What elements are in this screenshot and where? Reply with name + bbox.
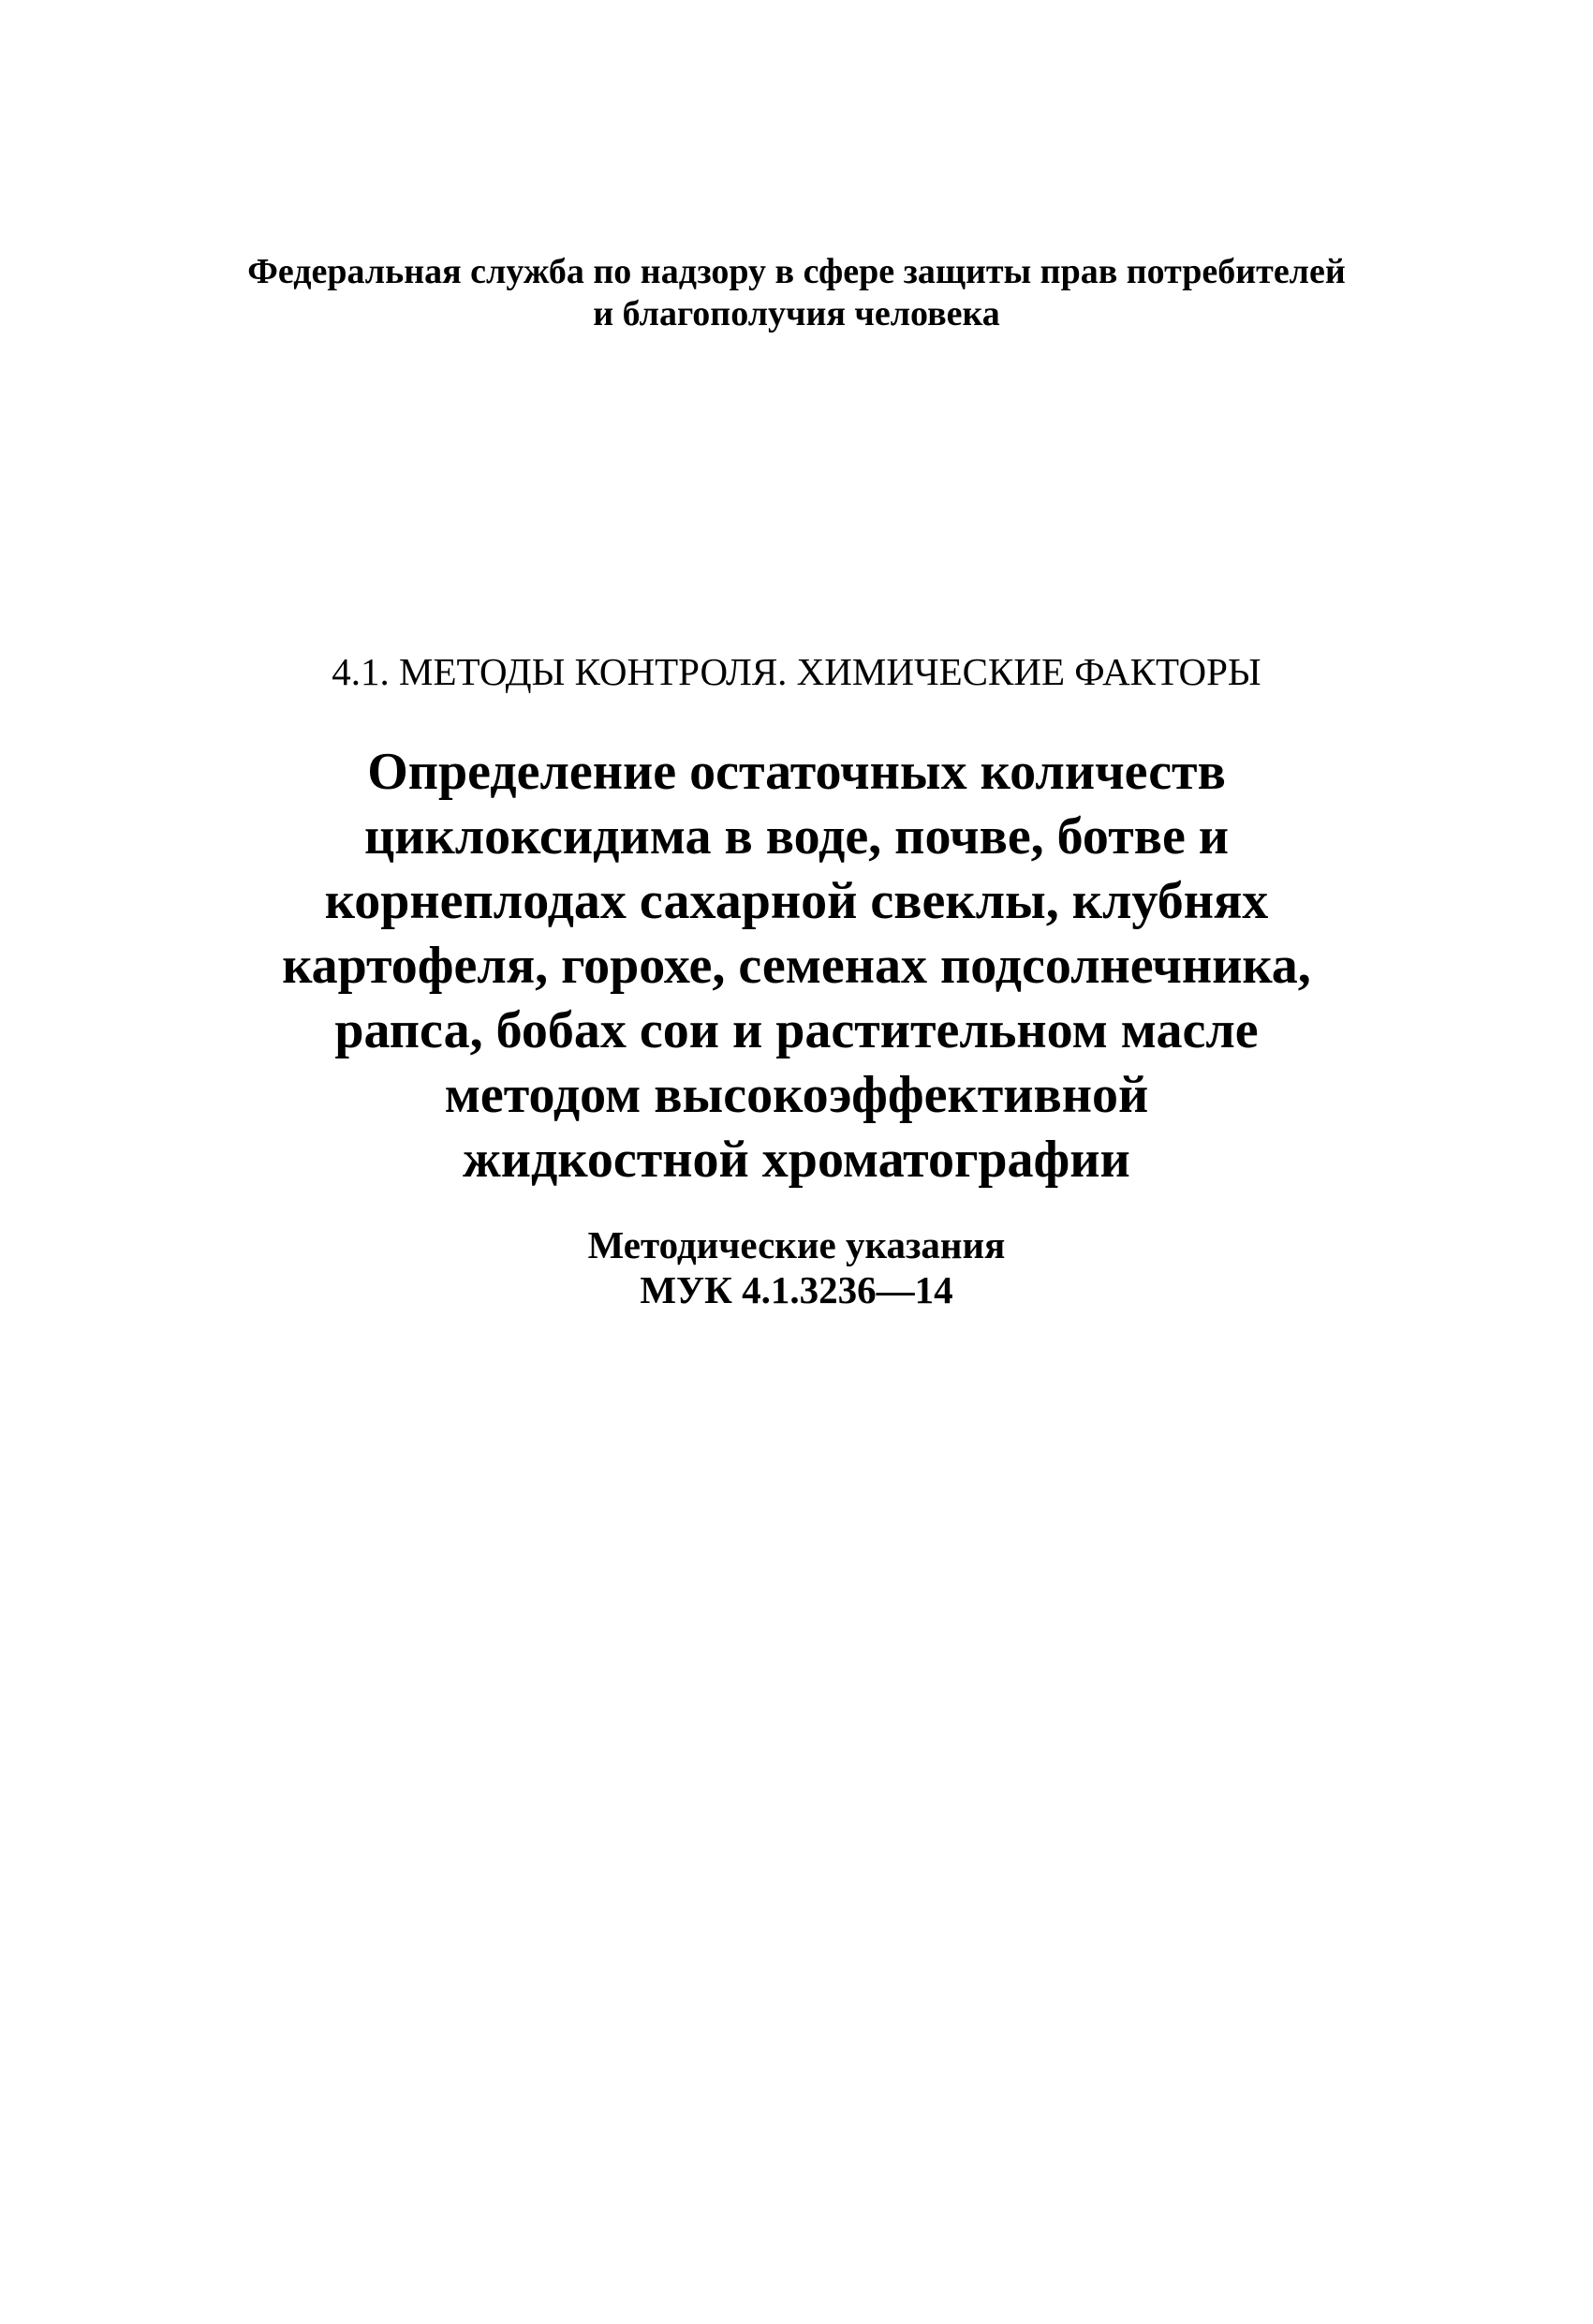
document-title <box>0 740 1593 1192</box>
agency-name <box>0 251 1593 335</box>
title-line-7: жидкостной хроматографии <box>463 1131 1130 1189</box>
document-code: МУК 4.1.3236—14 <box>640 1268 953 1311</box>
title-line-5: рапса, бобах сои и растительном масле <box>334 1001 1259 1059</box>
document-type-label: Методические указания <box>587 1223 1006 1266</box>
section-heading: 4.1. МЕТОДЫ КОНТРОЛЯ. ХИМИЧЕСКИЕ ФАКТОРЫ <box>332 650 1261 693</box>
title-line-1: Определение остаточных количеств <box>367 743 1226 801</box>
agency-name-line-1: Федеральная служба по надзору в сфере защиты прав потребителей <box>247 252 1346 291</box>
title-line-2: циклоксидима в воде, почве, ботве и <box>363 807 1230 866</box>
title-line-4: картофеля, горохе, семенах подсолнечника, <box>282 937 1311 995</box>
document-type <box>0 1222 1593 1312</box>
title-line-3: корнеплодах сахарной свеклы, клубнях <box>324 872 1269 930</box>
title-line-6: методом высокоэффективной <box>444 1066 1149 1124</box>
agency-name-line-2: и благополучия человека <box>593 294 1000 333</box>
